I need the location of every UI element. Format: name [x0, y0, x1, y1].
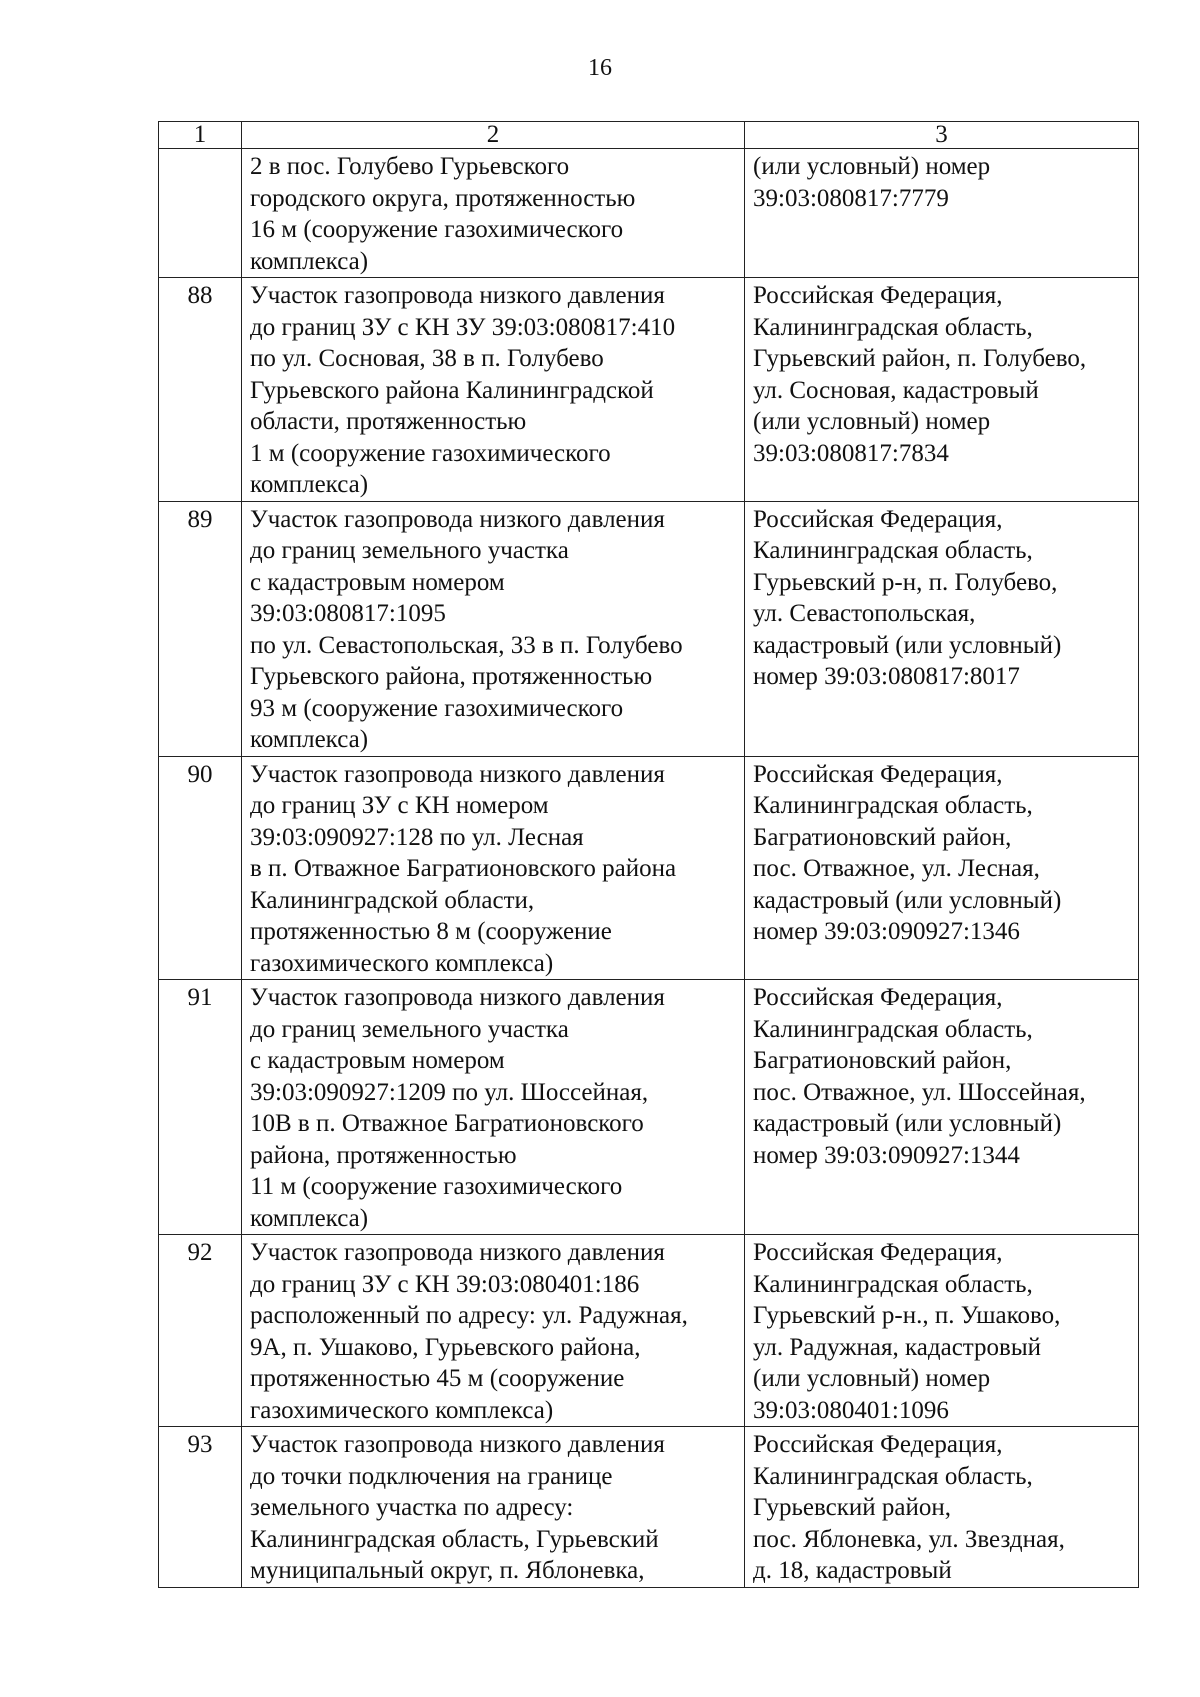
page-number: 16	[588, 55, 612, 81]
table-row	[159, 278, 1139, 502]
row-number: 93	[159, 1427, 242, 1588]
row-number: 92	[159, 1235, 242, 1427]
row-address: Российская Федерация, Калининградская область, Багратионовский район, пос. Отважное, ул. Лесная, кадастровый (или условный) номер 39:03:090927:1346	[745, 756, 1139, 980]
table-row	[159, 149, 1139, 278]
table-row	[159, 980, 1139, 1235]
row-description: Участок газопровода низкого давления до границ ЗУ с КН ЗУ 39:03:080817:410 по ул. Сосновая, 38 в п. Голубево Гурьевского района Калининградской области, протяженностью 1 м (сооружение газохимического комплекса)	[242, 278, 745, 502]
table-row	[159, 1235, 1139, 1427]
row-number	[159, 149, 242, 278]
row-description: 2 в пос. Голубево Гурьевского городского округа, протяженностью 16 м (сооружение газохимического комплекса)	[242, 149, 745, 278]
row-address: Российская Федерация, Калининградская область, Гурьевский район, п. Голубево, ул. Сосновая, кадастровый (или условный) номер 39:03:080817:7834	[745, 278, 1139, 502]
row-number: 89	[159, 501, 242, 756]
row-number: 90	[159, 756, 242, 980]
row-description: Участок газопровода низкого давления до границ ЗУ с КН 39:03:080401:186 расположенный по адресу: ул. Радужная, 9А, п. Ушаково, Гурьевского района, протяженностью 45 м (сооружение газохимического комплекса)	[242, 1235, 745, 1427]
row-address: Российская Федерация, Калининградская область, Багратионовский район, пос. Отважное, ул. Шоссейная, кадастровый (или условный) номер 39:03:090927:1344	[745, 980, 1139, 1235]
row-address: (или условный) номер 39:03:080817:7779	[745, 149, 1139, 278]
row-address: Российская Федерация, Калининградская область, Гурьевский район, пос. Яблоневка, ул. Звездная, д. 18, кадастровый	[745, 1427, 1139, 1588]
registry-table	[158, 121, 1139, 1588]
row-number: 91	[159, 980, 242, 1235]
table-row	[159, 756, 1139, 980]
table-row	[159, 501, 1139, 756]
row-description: Участок газопровода низкого давления до границ ЗУ с КН номером 39:03:090927:128 по ул. Лесная в п. Отважное Багратионовского района Калининградской области, протяженностью 8 м (сооружение газохимического комплекса)	[242, 756, 745, 980]
row-number: 88	[159, 278, 242, 502]
row-address: Российская Федерация, Калининградская область, Гурьевский р-н, п. Голубево, ул. Севастопольская, кадастровый (или условный) номер 39:03:080817:8017	[745, 501, 1139, 756]
table-row	[159, 1427, 1139, 1588]
column-header-2: 2	[242, 122, 745, 149]
column-header-1: 1	[159, 122, 242, 149]
column-header-3: 3	[745, 122, 1139, 149]
row-address: Российская Федерация, Калининградская область, Гурьевский р-н., п. Ушаково, ул. Радужная, кадастровый (или условный) номер 39:03:080401:1096	[745, 1235, 1139, 1427]
table-header-row	[159, 122, 1139, 149]
row-description: Участок газопровода низкого давления до границ земельного участка с кадастровым номером 39:03:080817:1095 по ул. Севастопольская, 33 в п. Голубево Гурьевского района, протяженностью 93 м (сооружение газохимического комплекса)	[242, 501, 745, 756]
row-description: Участок газопровода низкого давления до границ земельного участка с кадастровым номером 39:03:090927:1209 по ул. Шоссейная, 10В в п. Отважное Багратионовского района, протяженностью 11 м (сооружение газохимического комплекса)	[242, 980, 745, 1235]
row-description: Участок газопровода низкого давления до точки подключения на границе земельного участка по адресу: Калининградская область, Гурьевский муниципальный округ, п. Яблоневка,	[242, 1427, 745, 1588]
